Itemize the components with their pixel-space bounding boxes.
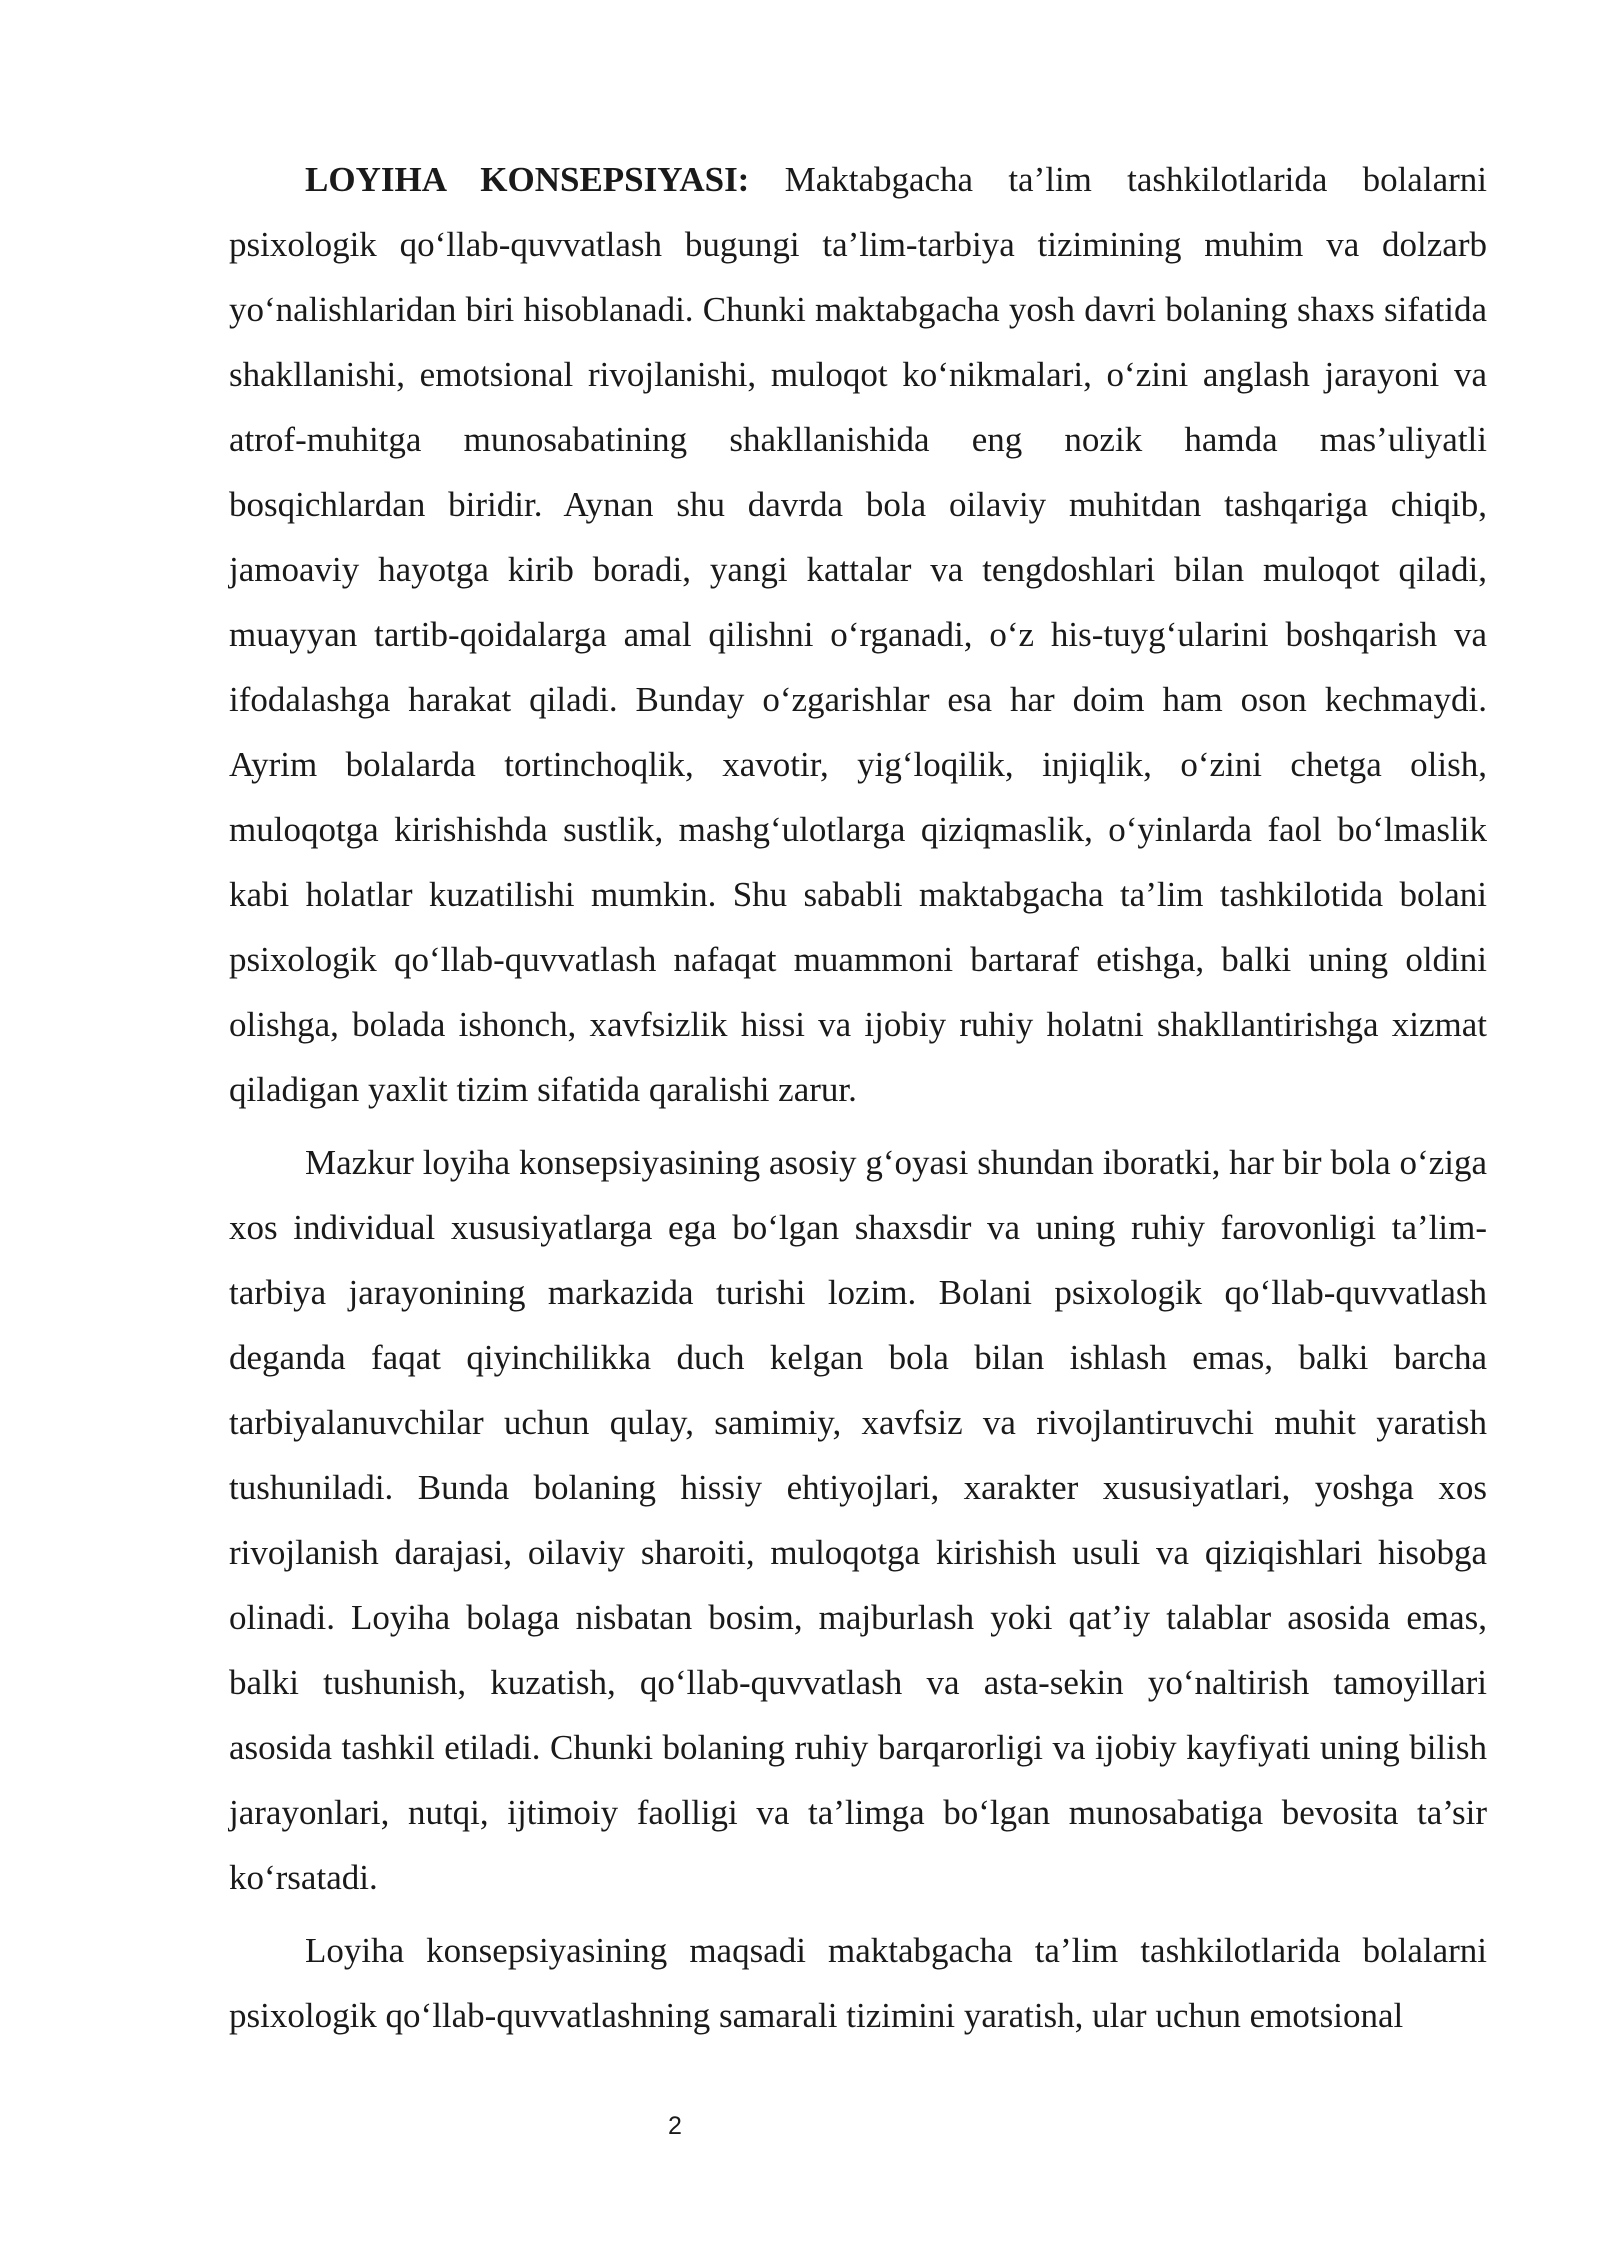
paragraph-text: Mazkur loyiha konsepsiyasining asosiy g‘oyasi shundan iboratki, har bir bola o‘ziga xos individual xususiyatlarga ega bo‘lgan shaxsdir va uning ruhiy farovonligi ta’lim-tarbiya jarayonining markazida turishi lozim. Bolani psixologik qo‘llab-quvvatlash deganda faqat qiyinchilikka duch kelgan bola bilan ishlash emas, balki barcha tarbiyalanuvchilar uchun qulay, samimiy, xavfsiz va rivojlantiruvchi muhit yaratish tushuniladi. Bunda bolaning hissiy ehtiyojlari, xarakter xususiyatlari, yoshga xos rivojlanish darajasi, oilaviy sharoiti, muloqotga kirishish usuli va qiziqishlari hisobga olinadi. Loyiha bolaga nisbatan bosim, majburlash yoki qat’iy talablar asosida emas, balki tushunish, kuzatish, qo‘llab-quvvatlash va asta-sekin yo‘naltirish tamoyillari asosida tashkil etiladi. Chunki bolaning ruhiy barqarorligi va ijobiy kayfiyati uning bilish jarayonlari, nutqi, ijtimoiy faolligi va ta’limga bo‘lgan munosabatiga bevosita ta’sir ko‘rsatadi. (229, 1143, 1487, 1897)
paragraph-goal (229, 1918, 1487, 2048)
document-body (229, 147, 1487, 2056)
paragraph-concept-intro (229, 147, 1487, 1122)
page-number: 2 (668, 2112, 682, 2140)
paragraph-main-idea (229, 1130, 1487, 1910)
section-heading: LOYIHA KONSEPSIYASI: (305, 160, 750, 199)
paragraph-text: Maktabgacha ta’lim tashkilotlarida bolalarni psixologik qo‘llab-quvvatlash bugungi ta’lim-tarbiya tizimining muhim va dolzarb yo‘nalishlaridan biri hisoblanadi. Chunki maktabgacha yosh davri bolaning shaxs sifatida shakllanishi, emotsional rivojlanishi, muloqot ko‘nikmalari, o‘zini anglash jarayoni va atrof-muhitga munosabatining shakllanishida eng nozik hamda mas’uliyatli bosqichlardan biridir. Aynan shu davrda bola oilaviy muhitdan tashqariga chiqib, jamoaviy hayotga kirib boradi, yangi kattalar va tengdoshlari bilan muloqot qiladi, muayyan tartib-qoidalarga amal qilishni o‘rganadi, o‘z his-tuyg‘ularini boshqarish va ifodalashga harakat qiladi. Bunday o‘zgarishlar esa har doim ham oson kechmaydi. Ayrim bolalarda tortinchoqlik, xavotir, yig‘loqilik, injiqlik, o‘zini chetga olish, muloqotga kirishishda sustlik, mashg‘ulotlarga qiziqmaslik, o‘yinlarda faol bo‘lmaslik kabi holatlar kuzatilishi mumkin. Shu sababli maktabgacha ta’lim tashkilotida bolani psixologik qo‘llab-quvvatlash nafaqat muammoni bartaraf etishga, balki uning oldini olishga, bolada ishonch, xavfsizlik hissi va ijobiy ruhiy holatni shakllantirishga xizmat qiladigan yaxlit tizim sifatida qaralishi zarur. (229, 160, 1487, 1109)
paragraph-text: Loyiha konsepsiyasining maqsadi maktabgacha ta’lim tashkilotlarida bolalarni psixologik qo‘llab-quvvatlashning samarali tizimini yaratish, ular uchun emotsional (229, 1931, 1487, 2035)
